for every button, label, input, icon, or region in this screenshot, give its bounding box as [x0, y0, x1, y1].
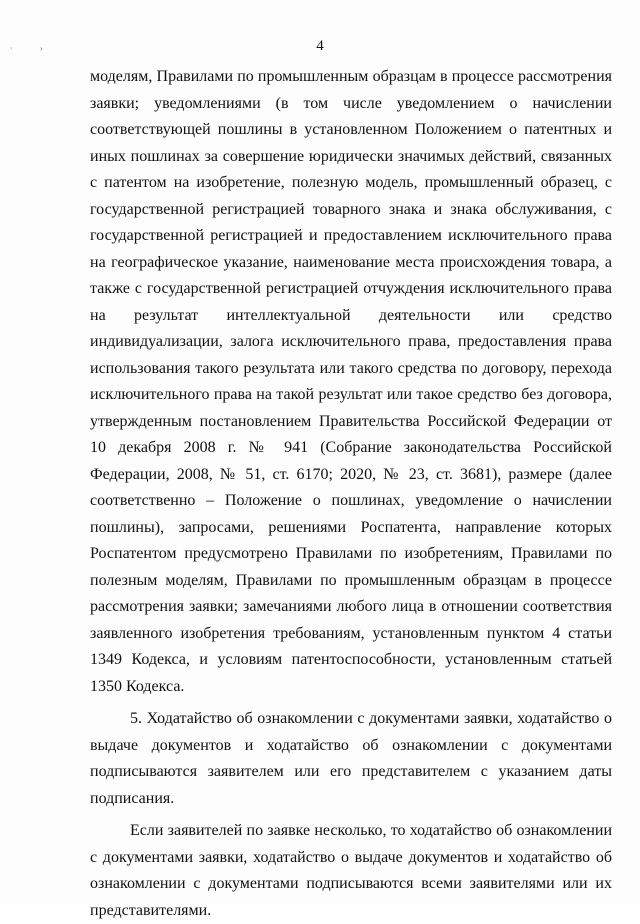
paragraph-continuation: моделям, Правилами по промышленным образцам в процессе рассмотрения заявки; уведомлениями (в том числе уведомлением о начислении соответствующей пошлины в установленном Положением о патентных и иных пошлинах за совершение юридически значимых действий, связанных с патентом на изобретение, полезную модель, промышленный образец, с государственной регистрацией товарного знака и знака обслуживания, с государственной регистрацией и предоставлением исключительного права на географическое указание, наименование места происхождения товара, а также с государственной регистрацией отчуждения исключительного права на результат интеллектуальной деятельности или средство индивидуализации, залога исключительного права, предоставления права использования такого результата или такого средства по договору, перехода исключительного права на такой результат или такое средство без договора, утвержденным постановлением Правительства Российской Федерации от 10 декабря 2008 г. № 941 (Собрание законодательства Российской Федерации, 2008, № 51, ст. 6170; 2020, № 23, ст. 3681), размере (далее соответственно – Положение о пошлинах, уведомление о начислении пошлины), запросами, решениями Роспатента, направление которых Роспатентом предусмотрено Правилами по изобретениям, Правилами по полезным моделям, Правилами по промышленным образцам в процессе рассмотрения заявки; замечаниями любого лица в отношении соответствия заявленного изобретения требованиям, установленным пунктом 4 статьи 1349 Кодекса, и условиям патентоспособности, установленным статьей 1350 Кодекса.	[90, 68, 612, 695]
scan-mark: ·	[10, 44, 13, 53]
document-body	[90, 64, 612, 924]
paragraph-multiple-applicants: Если заявителей по заявке несколько, то ходатайство об ознакомлении с документами заявки, ходатайство о выдаче документов и ходатайство об ознакомлении с документами подписываются всеми заявителями или их представителями.	[90, 822, 612, 919]
scan-mark: ›	[40, 44, 43, 53]
paragraph-item-5: 5. Ходатайство об ознакомлении с документами заявки, ходатайство о выдаче документов и ходатайство об ознакомлении с документами подписываются заявителем или его представителем с указанием даты подписания.	[90, 710, 612, 807]
page-number: 4	[316, 38, 324, 54]
